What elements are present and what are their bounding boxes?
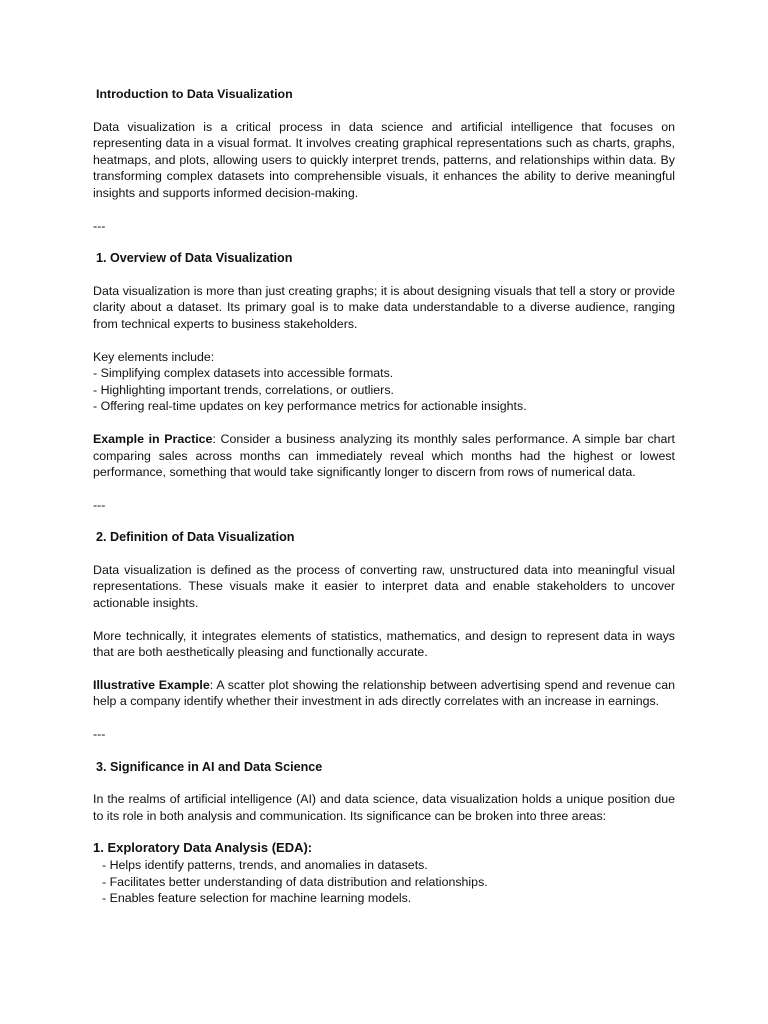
eda-title: 1. Exploratory Data Analysis (EDA): <box>93 840 313 856</box>
illustrative-example-text: : A scatter plot showing the relationship between advertising spend and revenue can help a company identify whether their investment in ads directly correlates with an increase in earnings. <box>93 677 675 709</box>
section-2-heading: 2. Definition of Data Visualization <box>96 530 295 545</box>
list-item: - Offering real-time updates on key performance metrics for actionable insights. <box>93 399 527 414</box>
illustrative-example-paragraph <box>93 677 675 710</box>
eda-list <box>93 857 675 907</box>
list-item: - Simplifying complex datasets into accessible formats. <box>93 366 394 381</box>
separator: --- <box>93 218 106 233</box>
separator: --- <box>93 727 106 742</box>
section-1-paragraph: Data visualization is more than just creating graphs; it is about designing visuals that tell a story or provide clarity about a dataset. Its primary goal is to make data understandable to a diverse audience, ranging from technical experts to business stakeholders. <box>93 283 675 331</box>
section-3-heading: 3. Significance in AI and Data Science <box>96 759 323 774</box>
example-in-practice-text: : Consider a business analyzing its monthly sales performance. A simple bar chart comparing sales across months can immediately reveal which months had the highest or lowest performance, something that would take significantly longer to discern from rows of numerical data. <box>93 431 675 480</box>
section-2-paragraph-2: More technically, it integrates elements of statistics, mathematics, and design to represent data in ways that are both aesthetically pleasing and functionally accurate. <box>93 628 675 660</box>
intro-paragraph: Data visualization is a critical process in data science and artificial intelligence that focuses on representing data in a visual format. It involves creating graphical representations such as charts, graphs, heatmaps, and plots, allowing users to quickly interpret trends, patterns, and relationships within data. By transforming complex datasets into comprehensible visuals, it enhances the ability to derive meaningful insights and supports informed decision-making. <box>93 119 675 200</box>
key-elements-list <box>93 349 675 415</box>
separator: --- <box>93 497 106 512</box>
section-3-paragraph: In the realms of artificial intelligence (AI) and data science, data visualization holds a unique position due to its role in both analysis and communication. Its significance can be broken into three areas: <box>93 792 675 823</box>
list-item: - Facilitates better understanding of data distribution and relationships. <box>102 874 488 889</box>
list-item: - Helps identify patterns, trends, and anomalies in datasets. <box>102 858 428 872</box>
key-elements-intro: Key elements include: <box>93 349 215 364</box>
section-1-heading: 1. Overview of Data Visualization <box>96 251 293 266</box>
list-item: - Enables feature selection for machine learning models. <box>102 891 412 906</box>
example-in-practice-label: Example in Practice <box>93 431 213 446</box>
example-in-practice-paragraph <box>93 431 675 481</box>
illustrative-example-label: Illustrative Example <box>93 677 210 692</box>
document-title: Introduction to Data Visualization <box>96 87 293 101</box>
document-body <box>93 86 675 907</box>
list-item: - Highlighting important trends, correlations, or outliers. <box>93 382 394 397</box>
section-2-paragraph-1: Data visualization is defined as the process of converting raw, unstructured data into meaningful visual representations. These visuals make it easier to interpret data and enable stakeholders to uncover actionable insights. <box>93 562 675 611</box>
